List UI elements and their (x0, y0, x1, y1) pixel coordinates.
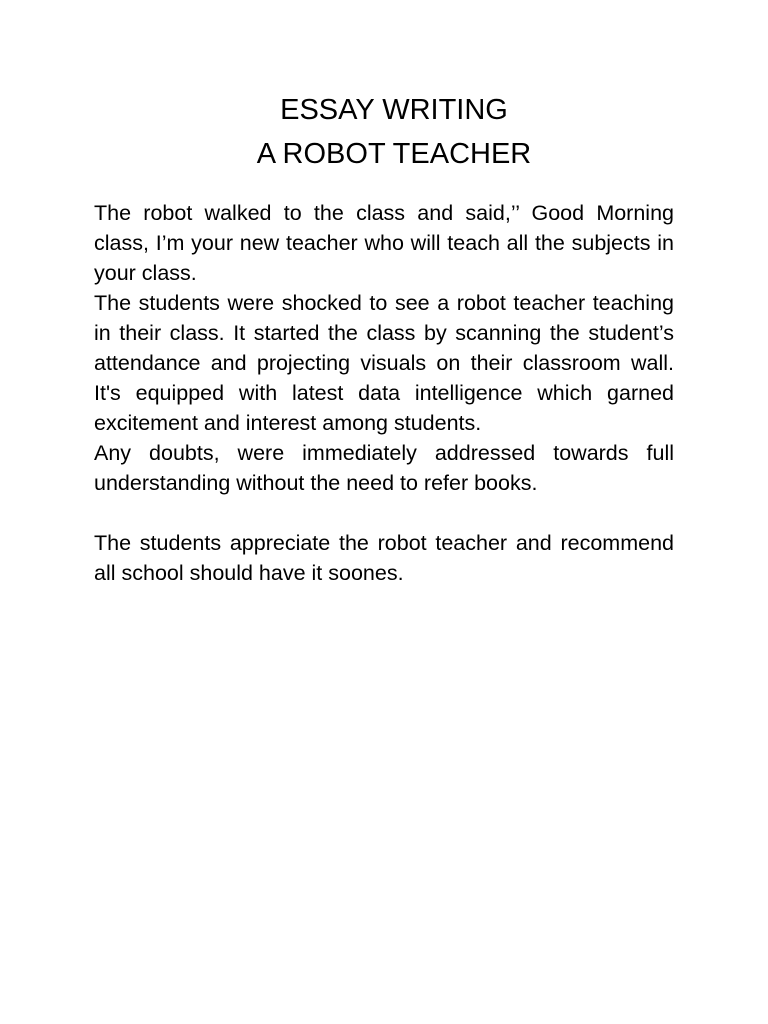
title-block (0, 88, 768, 176)
paragraph-1: The robot walked to the class and said,’’ Good Morning class, I’m your new teacher who will teach all the subjects in your class. (94, 201, 674, 285)
paragraph-4: The students appreciate the robot teacher and recommend all school should have it soones. (94, 531, 674, 585)
essay-body (94, 198, 674, 588)
paragraph-2: The students were shocked to see a robot teacher teaching in their class. It started the class by scanning the student’s attendance and projecting visuals on their classroom wall. It's equipped with latest data intelligence which garned excitement and interest among students. (94, 291, 674, 435)
essay-heading: ESSAY WRITING (280, 94, 508, 126)
essay-title: A ROBOT TEACHER (256, 138, 532, 170)
paragraph-3: Any doubts, were immediately addressed towards full understanding without the need to refer books. (94, 441, 674, 495)
paragraph-spacer (94, 498, 674, 528)
